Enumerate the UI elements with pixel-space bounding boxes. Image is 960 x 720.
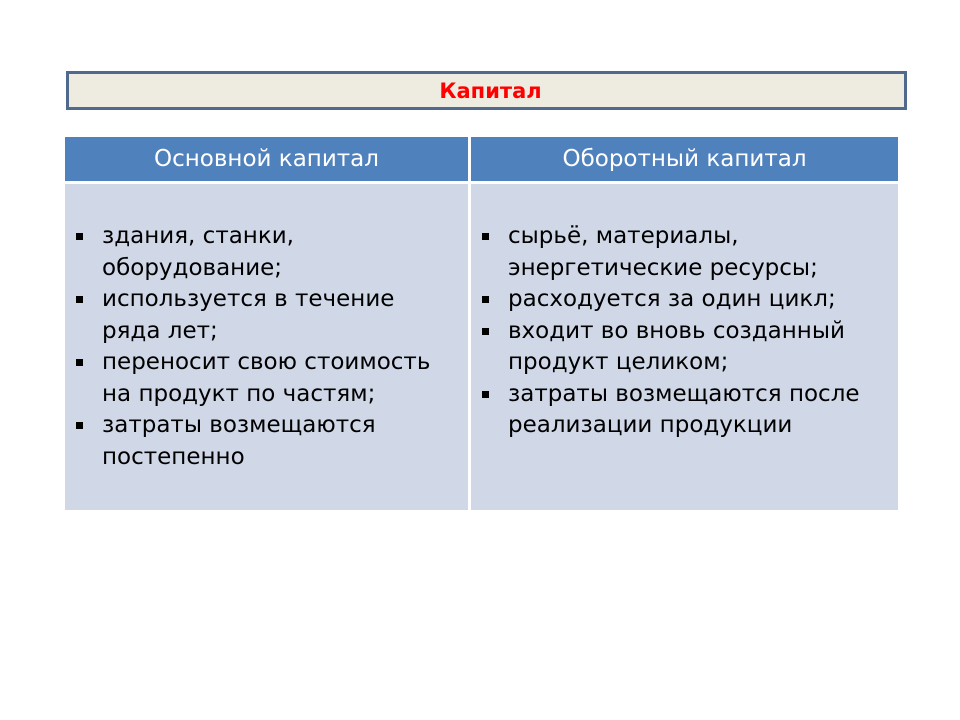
list-item (480, 379, 895, 442)
list-item (480, 284, 895, 316)
comparison-table (65, 137, 898, 510)
list-item (74, 221, 459, 284)
square-bullet-icon (76, 233, 83, 240)
column-header-fixed-capital: Основной капитал (65, 137, 468, 181)
list-item-text: расходуется за один цикл; (508, 286, 836, 312)
square-bullet-icon (76, 422, 83, 429)
list-item (480, 316, 895, 379)
list-item (480, 221, 895, 284)
square-bullet-icon (482, 328, 489, 335)
list-item (74, 410, 459, 473)
list-item-text: входит во вновь созданный продукт целиком; (508, 317, 845, 375)
title-box (66, 71, 907, 110)
list-item (74, 347, 459, 410)
square-bullet-icon (482, 296, 489, 303)
list-item-text: затраты возмещаются постепенно (102, 412, 376, 470)
list-item-text: сырьё, материалы, энергетические ресурсы; (508, 223, 818, 281)
page-title: Капитал (439, 78, 542, 103)
fixed-capital-list (74, 221, 459, 473)
fixed-capital-cell (65, 184, 468, 510)
list-item-text: используется в течение ряда лет; (102, 286, 395, 344)
list-item-text: затраты возмещаются после реализации продукции (508, 380, 860, 438)
square-bullet-icon (76, 296, 83, 303)
square-bullet-icon (482, 233, 489, 240)
column-header-working-capital: Оборотный капитал (471, 137, 898, 181)
list-item (74, 284, 459, 347)
square-bullet-icon (482, 391, 489, 398)
header-divider (65, 181, 898, 184)
list-item-text: переносит свою стоимость на продукт по частям; (102, 349, 431, 407)
working-capital-list (480, 221, 895, 442)
working-capital-cell (471, 184, 898, 510)
square-bullet-icon (76, 359, 83, 366)
list-item-text: здания, станки, оборудование; (102, 223, 294, 281)
column-divider (468, 137, 471, 510)
